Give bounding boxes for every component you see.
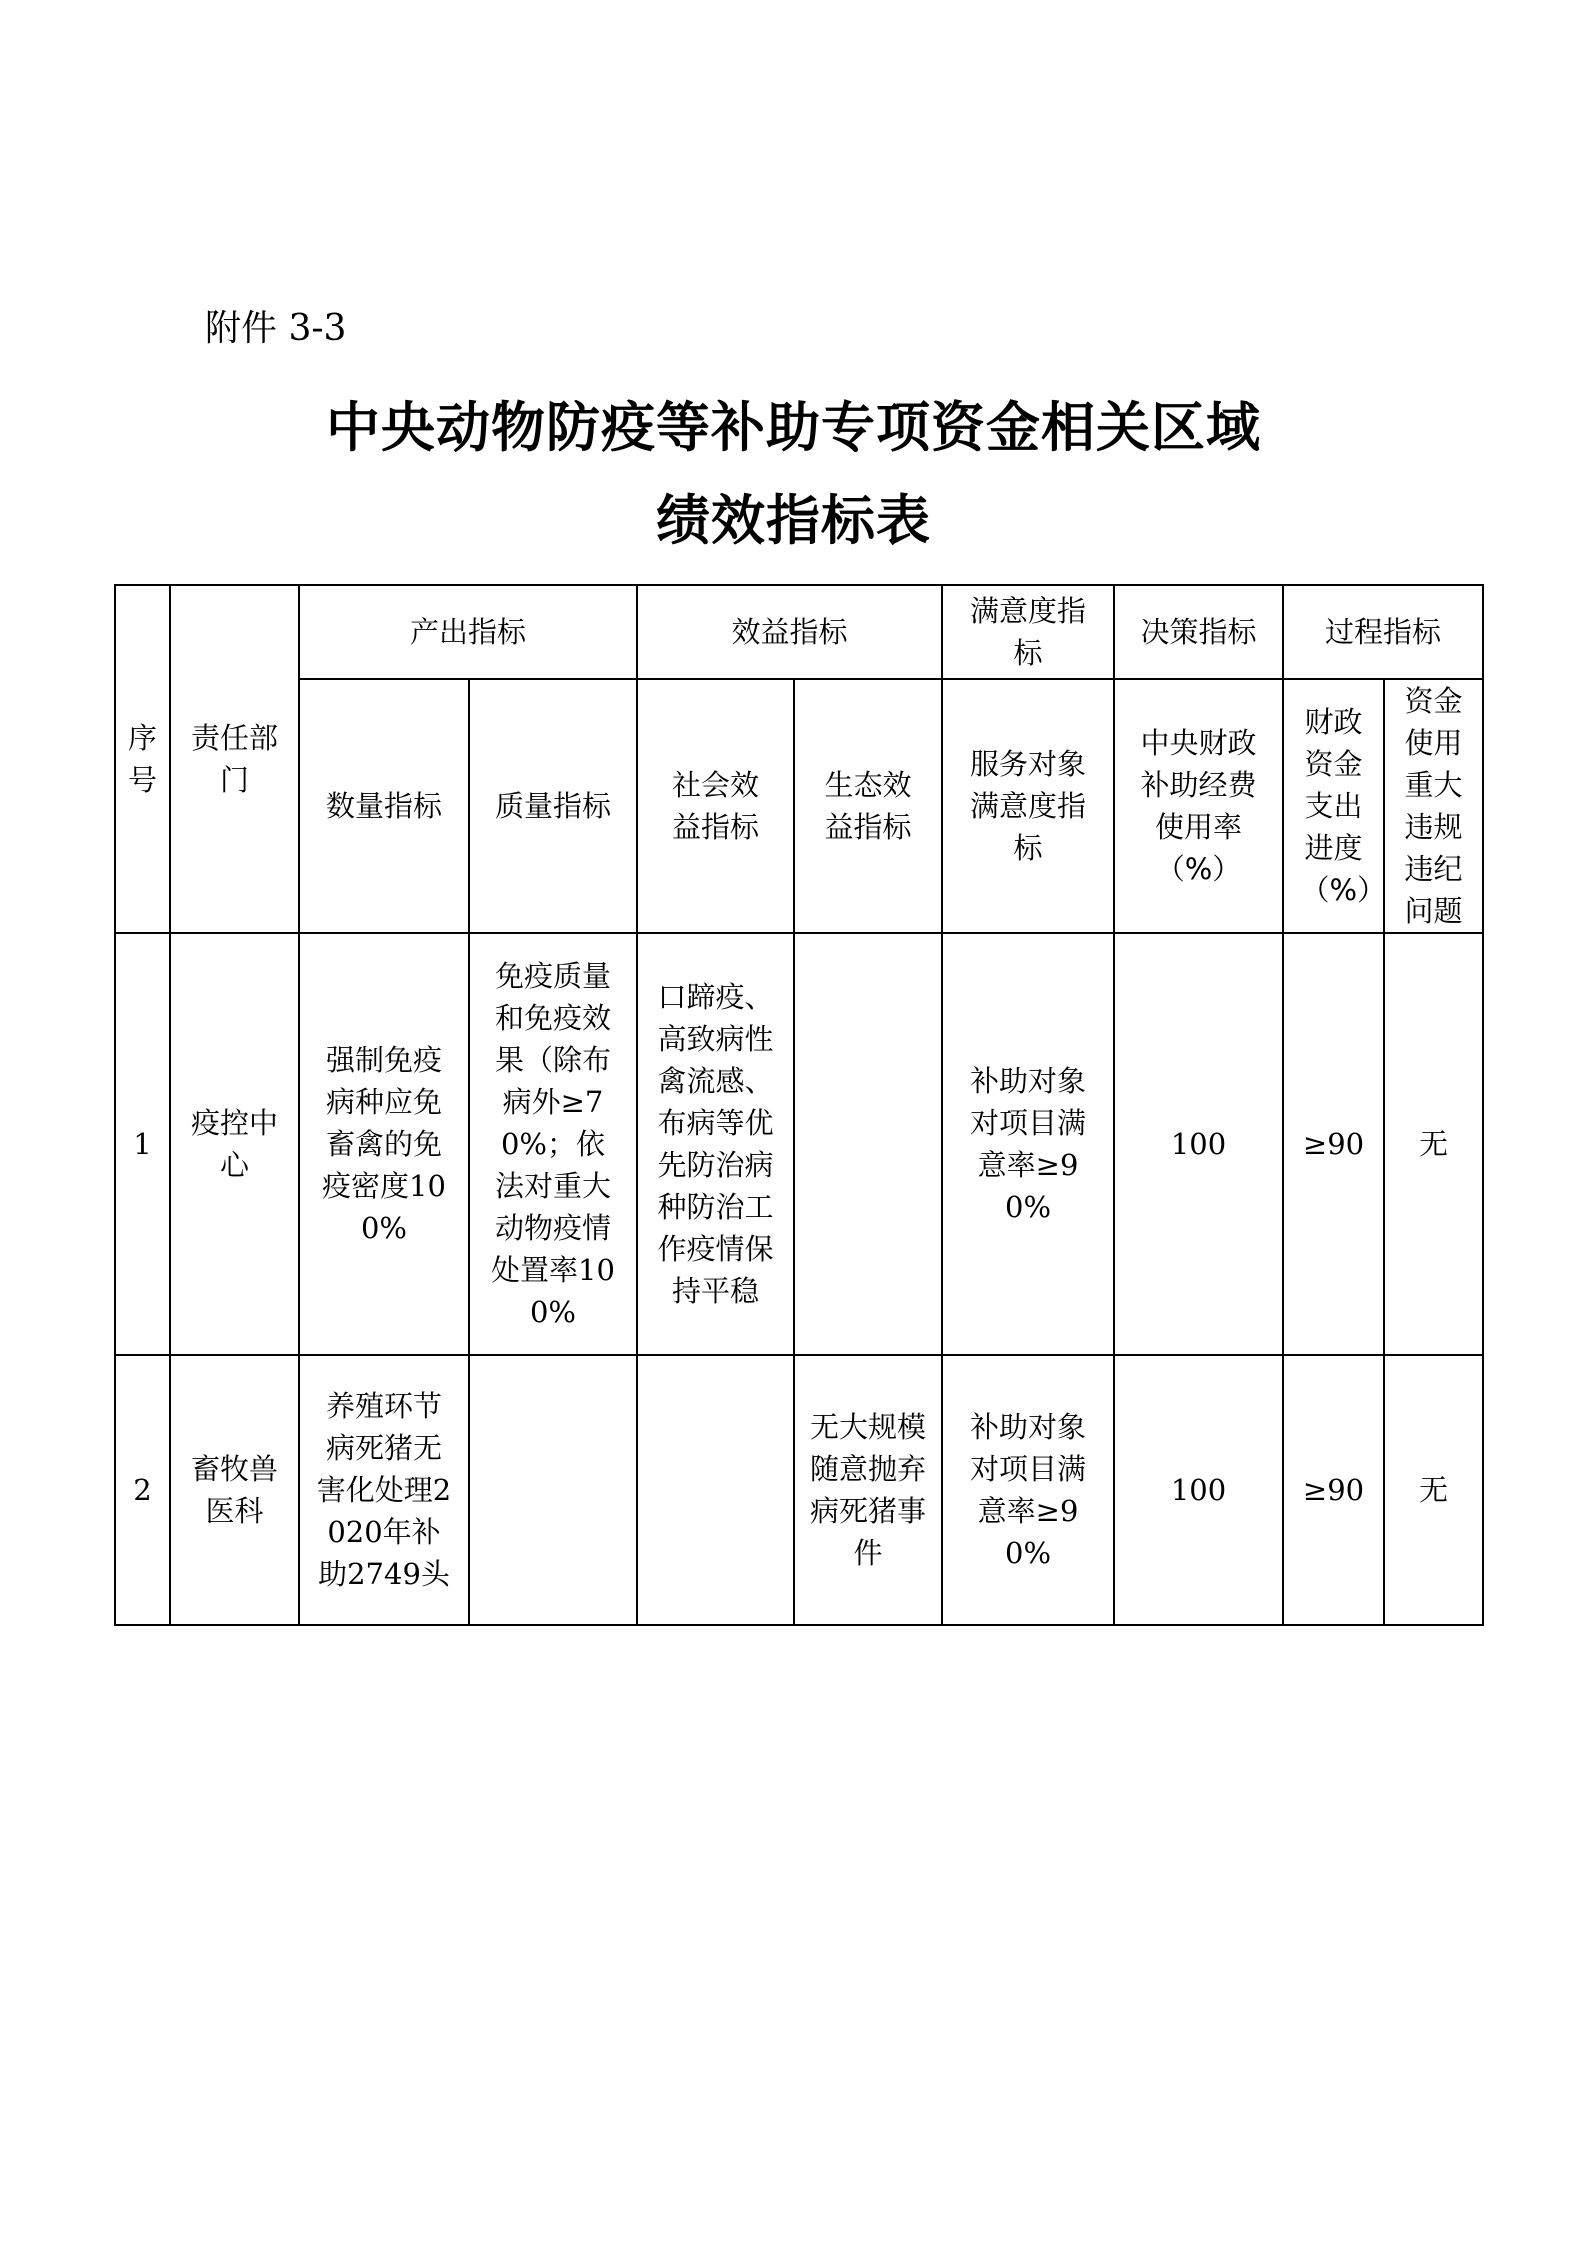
table-row — [115, 933, 1483, 1355]
header-output: 产出指标 — [299, 585, 637, 679]
cell-ecological: 无大规模随意抛弃病死猪事件 — [794, 1355, 942, 1625]
cell-central-fund-rate: 100 — [1114, 933, 1283, 1355]
attachment-label: 附件 3-3 — [205, 308, 347, 349]
cell-seq: 1 — [115, 933, 170, 1355]
cell-quality — [469, 1355, 637, 1625]
header-dept: 责任部门 — [170, 585, 299, 933]
header-ecological: 生态效益指标 — [794, 679, 942, 933]
page-title-line-2: 绩效指标表 — [656, 489, 931, 552]
cell-service-satisfaction: 补助对象对项目满意率≥90% — [942, 933, 1114, 1355]
header-quantity: 数量指标 — [299, 679, 469, 933]
header-process: 过程指标 — [1283, 585, 1483, 679]
header-benefit: 效益指标 — [637, 585, 942, 679]
header-satisfaction: 满意度指标 — [942, 585, 1114, 679]
cell-violation: 无 — [1384, 933, 1483, 1355]
cell-fund-progress: ≥90 — [1283, 1355, 1384, 1625]
performance-indicator-table — [114, 584, 1484, 1626]
cell-central-fund-rate: 100 — [1114, 1355, 1283, 1625]
header-central-fund-rate: 中央财政补助经费使用率（%） — [1114, 679, 1283, 933]
cell-quantity: 强制免疫病种应免畜禽的免疫密度100% — [299, 933, 469, 1355]
cell-social — [637, 1355, 794, 1625]
header-violation: 资金使用重大违规违纪问题 — [1384, 679, 1483, 933]
cell-violation: 无 — [1384, 1355, 1483, 1625]
header-fund-progress: 财政资金支出进度（%） — [1283, 679, 1384, 933]
cell-quality: 免疫质量和免疫效果（除布病外≥70%；依法对重大动物疫情处置率100% — [469, 933, 637, 1355]
header-decision: 决策指标 — [1114, 585, 1283, 679]
cell-seq: 2 — [115, 1355, 170, 1625]
cell-social: 口蹄疫、高致病性禽流感、布病等优先防治病种防治工作疫情保持平稳 — [637, 933, 794, 1355]
page-title-line-1: 中央动物防疫等补助专项资金相关区域 — [326, 396, 1261, 459]
header-quality: 质量指标 — [469, 679, 637, 933]
cell-dept: 疫控中心 — [170, 933, 299, 1355]
table-row — [115, 1355, 1483, 1625]
cell-service-satisfaction: 补助对象对项目满意率≥90% — [942, 1355, 1114, 1625]
header-social: 社会效益指标 — [637, 679, 794, 933]
cell-quantity: 养殖环节病死猪无害化处理2020年补助2749头 — [299, 1355, 469, 1625]
cell-dept: 畜牧兽医科 — [170, 1355, 299, 1625]
header-service-satisfaction: 服务对象满意度指标 — [942, 679, 1114, 933]
cell-ecological — [794, 933, 942, 1355]
header-seq: 序号 — [115, 585, 170, 933]
cell-fund-progress: ≥90 — [1283, 933, 1384, 1355]
